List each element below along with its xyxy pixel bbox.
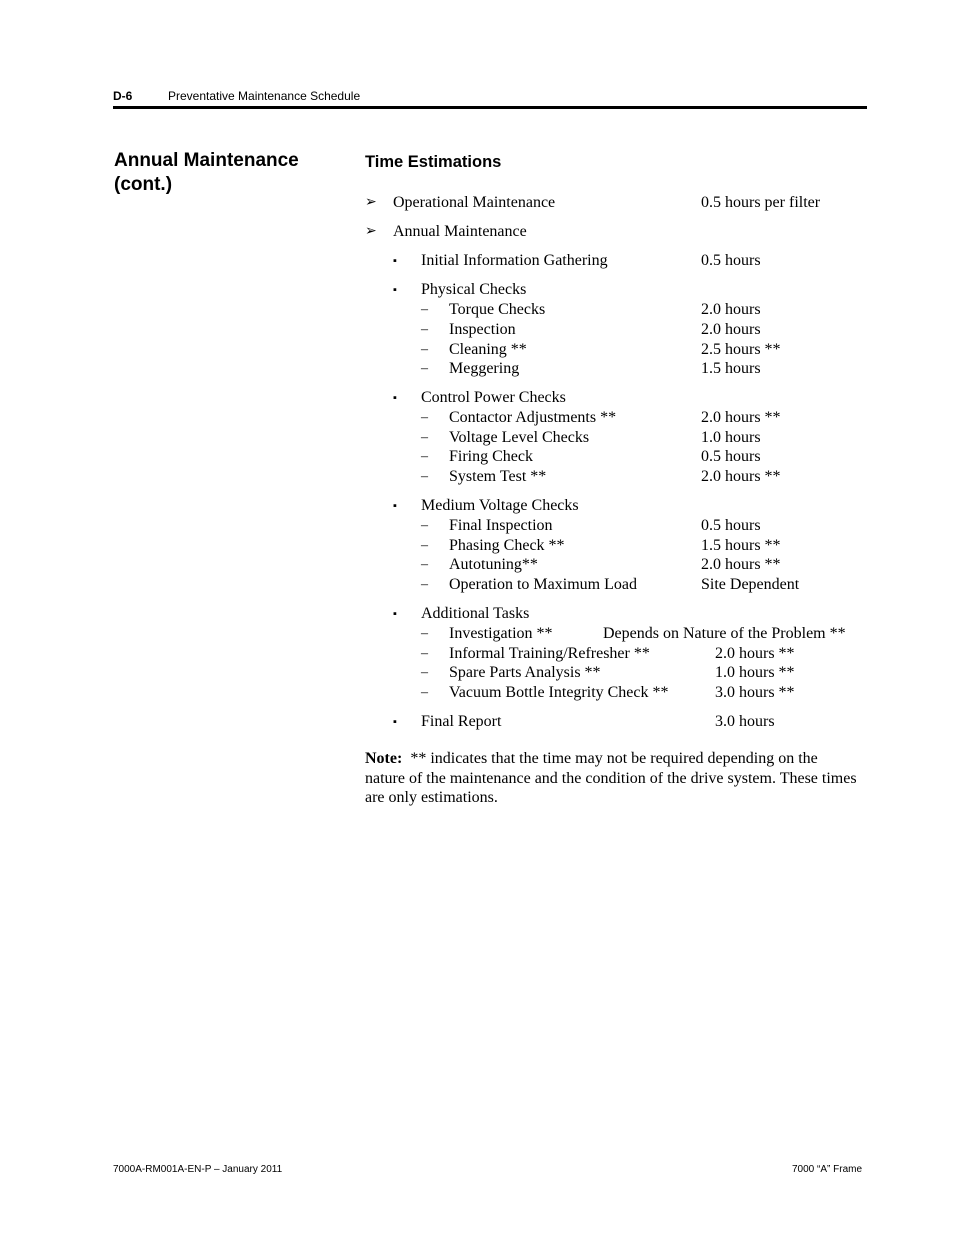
dash-bullet-icon: – <box>421 665 428 680</box>
dash-bullet-icon: – <box>421 342 428 357</box>
note <box>365 749 860 808</box>
list-item <box>0 496 954 516</box>
item-time-value: 3.0 hours <box>715 713 775 730</box>
section-title: Preventative Maintenance Schedule <box>168 89 361 103</box>
list-item <box>0 536 954 556</box>
dash-bullet-icon: – <box>421 646 428 661</box>
square-bullet-icon: ▪ <box>393 500 397 512</box>
item-time-value: 0.5 hours per filter <box>701 194 821 211</box>
dash-bullet-icon: – <box>421 430 428 445</box>
item-time-value: 2.0 hours ** <box>701 468 781 485</box>
item-time-value: Site Dependent <box>701 576 800 593</box>
footer-product: 7000 “A” Frame <box>792 1164 863 1175</box>
dash-bullet-icon: – <box>421 302 428 317</box>
item-label: Additional Tasks <box>421 605 530 622</box>
list-item <box>0 388 954 408</box>
item-time-value: 1.0 hours ** <box>715 664 795 681</box>
list-item <box>0 340 954 360</box>
dash-bullet-icon: – <box>421 322 428 337</box>
note-text: ** indicates that the time may not be required depending on the nature of the maintenance and the condition of the drive system. These times are only estimations. <box>365 750 857 806</box>
item-time-value: 2.0 hours ** <box>701 556 781 573</box>
item-label: Firing Check <box>449 448 533 465</box>
item-label: System Test ** <box>449 468 547 485</box>
time-estimations-heading: Time Estimations <box>365 153 502 171</box>
arrow-bullet-icon: ➢ <box>365 195 377 210</box>
item-label: Torque Checks <box>449 301 546 318</box>
list-item <box>0 280 954 300</box>
arrow-bullet-icon: ➢ <box>365 224 377 239</box>
list-item <box>0 555 954 575</box>
item-label: Physical Checks <box>421 281 527 298</box>
dash-bullet-icon: – <box>421 557 428 572</box>
item-label: Inspection <box>449 321 516 338</box>
item-label: Final Report <box>421 713 502 730</box>
item-label: Informal Training/Refresher ** <box>449 645 650 662</box>
list-item <box>0 683 954 703</box>
item-label: Spare Parts Analysis ** <box>449 664 601 681</box>
list-item <box>0 575 954 595</box>
item-time-value: 2.0 hours ** <box>715 645 795 662</box>
square-bullet-icon: ▪ <box>393 392 397 404</box>
dash-bullet-icon: – <box>421 410 428 425</box>
item-label: Contactor Adjustments ** <box>449 409 617 426</box>
item-time-value: 1.0 hours <box>701 429 761 446</box>
square-bullet-icon: ▪ <box>393 716 397 728</box>
square-bullet-icon: ▪ <box>393 255 397 267</box>
list-item <box>0 408 954 428</box>
list-item <box>0 320 954 340</box>
dash-bullet-icon: – <box>421 518 428 533</box>
list-item <box>0 359 954 379</box>
list-item <box>0 644 954 664</box>
header-rule <box>113 106 867 109</box>
item-label: Annual Maintenance <box>393 223 527 240</box>
item-label: Vacuum Bottle Integrity Check ** <box>449 684 669 701</box>
list-item <box>0 193 954 213</box>
list-item <box>0 467 954 487</box>
dash-bullet-icon: – <box>421 538 428 553</box>
item-label: Investigation ** <box>449 625 553 642</box>
item-label: Initial Information Gathering <box>421 252 608 269</box>
square-bullet-icon: ▪ <box>393 608 397 620</box>
list-item <box>0 712 954 732</box>
item-time-value: 0.5 hours <box>701 252 761 269</box>
item-time-value: 0.5 hours <box>701 517 761 534</box>
page-number: D-6 <box>113 89 133 103</box>
side-heading <box>114 149 334 197</box>
footer-doc-id: 7000A-RM001A-EN-P – January 2011 <box>113 1164 283 1175</box>
item-time-value: 1.5 hours <box>701 360 761 377</box>
dash-bullet-icon: – <box>421 577 428 592</box>
list-item <box>0 516 954 536</box>
page-header <box>113 88 867 110</box>
item-label: Operation to Maximum Load <box>449 576 637 593</box>
item-label: Medium Voltage Checks <box>421 497 579 514</box>
square-bullet-icon: ▪ <box>393 284 397 296</box>
item-time-value: 2.5 hours ** <box>701 341 781 358</box>
item-label: Phasing Check ** <box>449 537 565 554</box>
note-label: Note: <box>365 750 403 767</box>
dash-bullet-icon: – <box>421 361 428 376</box>
list-item <box>0 428 954 448</box>
item-label: Cleaning ** <box>449 341 527 358</box>
item-label: Control Power Checks <box>421 389 566 406</box>
list-item <box>0 447 954 467</box>
list-item <box>0 663 954 683</box>
item-label: Voltage Level Checks <box>449 429 590 446</box>
item-time-value: 2.0 hours ** <box>701 409 781 426</box>
item-time-value: 2.0 hours <box>701 301 761 318</box>
side-heading-line1: Annual Maintenance <box>114 150 299 171</box>
item-time-value: Depends on Nature of the Problem ** <box>603 625 846 642</box>
item-time-value: 1.5 hours ** <box>701 537 781 554</box>
dash-bullet-icon: – <box>421 626 428 641</box>
item-time-value: 0.5 hours <box>701 448 761 465</box>
item-label: Meggering <box>449 360 520 377</box>
list-item <box>0 624 954 644</box>
list-item <box>0 251 954 271</box>
item-label: Final Inspection <box>449 517 553 534</box>
list-item <box>0 222 954 242</box>
dash-bullet-icon: – <box>421 469 428 484</box>
item-time-value: 3.0 hours ** <box>715 684 795 701</box>
side-heading-line2: (cont.) <box>114 174 173 195</box>
list-item <box>0 300 954 320</box>
dash-bullet-icon: – <box>421 449 428 464</box>
item-label: Operational Maintenance <box>393 194 556 211</box>
item-time-value: 2.0 hours <box>701 321 761 338</box>
dash-bullet-icon: – <box>421 685 428 700</box>
list-item <box>0 604 954 624</box>
item-label: Autotuning** <box>449 556 538 573</box>
